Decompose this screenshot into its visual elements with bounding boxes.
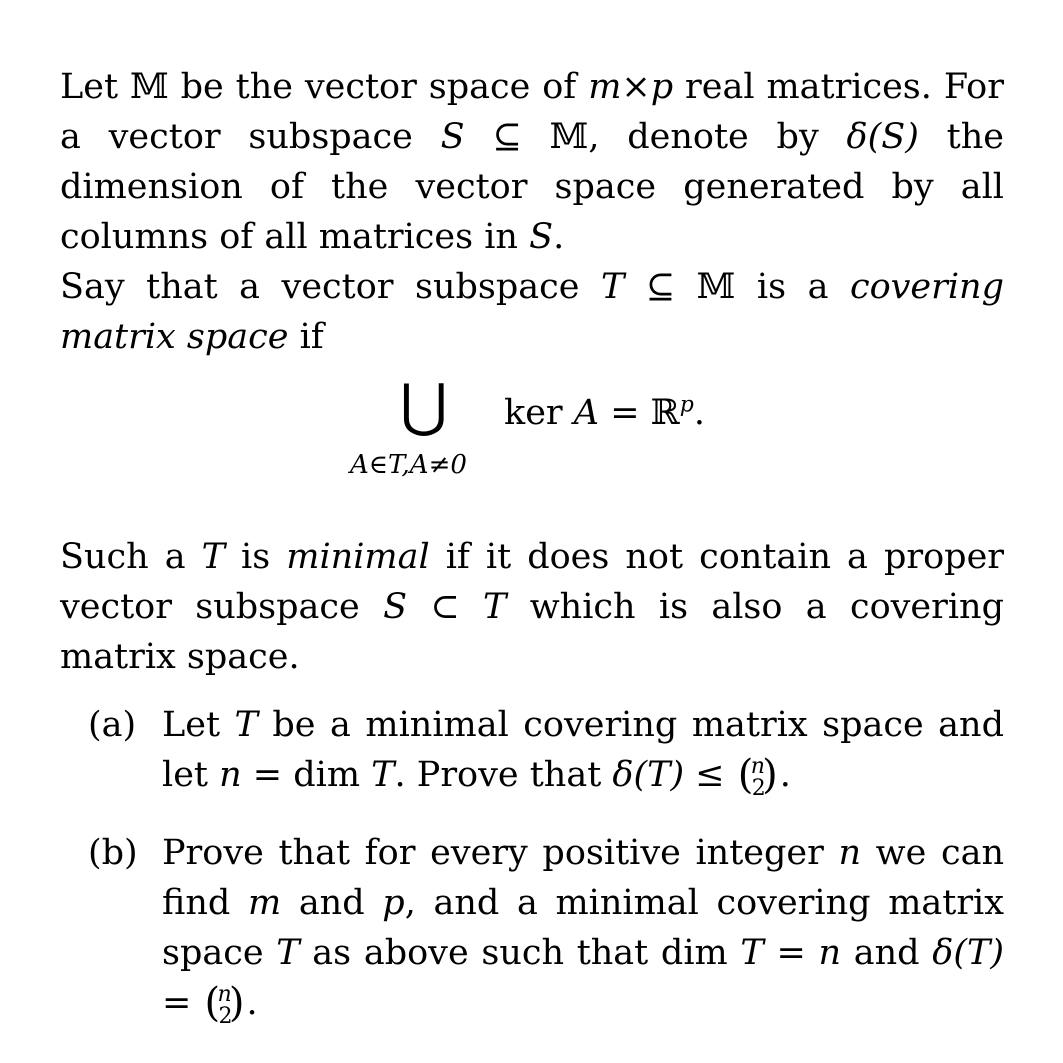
math-delta-T: δ(T) = (162, 933, 1004, 1023)
text: which is also a covering matrix space. (60, 587, 1004, 677)
text: , denote by (588, 117, 847, 157)
math-M: 𝕄 (696, 267, 736, 307)
text: we can find (162, 833, 1004, 923)
math-T: T (371, 755, 395, 795)
text: , and a minimal covering matrix space (162, 883, 1004, 973)
text: Let (162, 705, 235, 745)
math-m: m (247, 883, 282, 923)
math-T: T (201, 537, 225, 577)
text: Prove that for every positive integer (162, 833, 839, 873)
math-T: T (740, 933, 764, 973)
binom-top: n (217, 981, 232, 1007)
math-delta-S: δ(S) (846, 117, 919, 157)
item-label: (b) (88, 833, 138, 873)
text: Let (60, 67, 130, 107)
math-S: S (529, 217, 554, 257)
text: = dim (241, 755, 372, 795)
item-label: (a) (88, 705, 137, 745)
math-delta-T: δ(T) ≤ (612, 755, 736, 795)
binom-top: n (750, 753, 765, 779)
text: as above such that dim (299, 933, 741, 973)
display-equation (60, 362, 1004, 532)
term-minimal: minimal (286, 537, 430, 577)
union-index: A∈T,A≠0 (350, 450, 467, 480)
math-M: 𝕄 (129, 67, 169, 107)
text: . Prove that (394, 755, 613, 795)
math-subseteq: ⊆ (624, 267, 697, 307)
text: is (225, 537, 287, 577)
math-n: n (219, 755, 242, 795)
text: is a (735, 267, 850, 307)
text: if it does not contain a proper vector subspace (60, 537, 1005, 627)
math-n: n (838, 833, 862, 873)
text: . (779, 755, 791, 795)
math-subset: ⊂ (407, 587, 484, 627)
math-A: A (573, 393, 600, 433)
text: and (281, 883, 383, 923)
text: if (288, 317, 324, 357)
math-T: T (600, 267, 625, 307)
exponent-p: p (679, 392, 694, 418)
item-b (60, 828, 1004, 1028)
math-M: 𝕄 (549, 117, 589, 157)
text: the dimension of the vector space generated by all columns of all matrices in (60, 117, 1005, 257)
binomial-n-choose-2: ( n 2 ) (737, 751, 778, 801)
math-S: S (383, 587, 408, 627)
ker-operator: ker (504, 393, 574, 433)
text: be a minimal covering matrix space and let (162, 705, 1004, 795)
equals-R: = ℝ (599, 393, 680, 433)
binomial-n-choose-2: ( n 2 ) (204, 979, 245, 1029)
text: and (841, 933, 933, 973)
text: Say that a vector subspace (60, 267, 601, 307)
math-m-times-p: m×p (588, 67, 674, 107)
paragraph-covering-definition (60, 262, 1004, 362)
text: . (553, 217, 565, 257)
math-T: T (483, 587, 507, 627)
problem-text (60, 62, 1004, 1028)
text: be the vector space of (168, 67, 589, 107)
paragraph-minimal-definition (60, 532, 1004, 682)
math-S: S (440, 117, 465, 157)
binom-bottom: 2 (751, 775, 766, 801)
term-covering-matrix-space: covering matrix space (60, 267, 1004, 357)
math-T: T (234, 705, 258, 745)
item-a (60, 700, 1004, 800)
text: . (693, 393, 705, 433)
paragraph-definition-delta (60, 62, 1004, 262)
text: . (246, 983, 258, 1023)
text: Such a (60, 537, 202, 577)
math-T: T (276, 933, 300, 973)
text: real matrices. For a vector subspace (60, 67, 1004, 157)
math-p: p (382, 883, 405, 923)
equation-rhs (504, 388, 705, 438)
binom-bottom: 2 (218, 1003, 233, 1029)
math-subseteq: ⊆ (464, 117, 550, 157)
big-union-symbol: ⋃ (400, 371, 448, 439)
text: = (763, 933, 819, 973)
math-n: n (818, 933, 842, 973)
